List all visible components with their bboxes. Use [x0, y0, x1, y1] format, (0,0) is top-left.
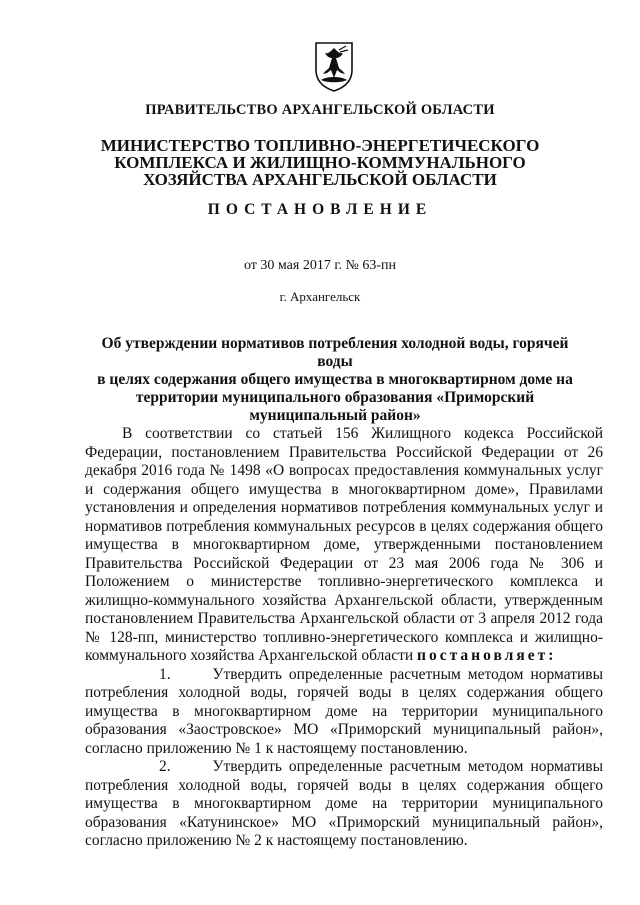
subject-line: муниципальный район»	[249, 407, 421, 424]
subject-line: в целях содержания общего имущества в многоквартирном доме на	[97, 371, 573, 388]
document-date-number: от 30 мая 2017 г. № 63-пн	[243, 258, 397, 273]
document-body	[85, 425, 603, 851]
item-text: Утвердить определенные расчетным методом нормативы потребления холодной воды, горячей воды в целях содержания общего имущества в многоквартирном доме на территории муниципального образования «Катунинское» МО «Приморский муниципальный район», согласно приложению № 2 к настоящему постановлению.	[85, 758, 604, 849]
item-number: 1.	[159, 665, 171, 683]
ministry-title	[0, 137, 640, 188]
preamble-text: В соответствии со статьей 156 Жилищного кодекса Российской Федерации, постановлением Правительства Российской Федерации от 26 декабря 2016 года № 1498 «О вопросах предоставления коммунальных услуг и содержания общего имущества в многоквартирном доме», Правилами установления и определения нормативов потребления коммунальных услуг и нормативов потребления коммунальных ресурсов в целях содержания общего имущества в многоквартирном доме, утвержденными постановлением Правительства Российской Федерации от 23 мая 2006 года № 306 и Положением о министерстве топливно-энергетического комплекса и жилищно-коммунального хозяйства Архангельской области, утвержденным постановлением Правительства Архангельской области от 3 апреля 2012 года № 128-пп, министерство топливно-энергетического комплекса и жилищно-коммунального хозяйства Архангельской области	[85, 425, 603, 664]
document-type: ПОСТАНОВЛЕНИЕ	[207, 201, 433, 218]
preamble-paragraph	[85, 425, 603, 666]
ministry-title-line: КОМПЛЕКСА И ЖИЛИЩНО-КОММУНАЛЬНОГО	[114, 153, 526, 172]
subject-line: территории муниципального образования «Приморский	[135, 389, 535, 406]
subject-line: Об утверждении нормативов потребления холодной воды, горячей воды	[101, 335, 569, 370]
decree-keyword: постановляет:	[417, 647, 557, 664]
item-number: 2.	[159, 758, 171, 775]
item-text: Утвердить определенные расчетным методом нормативы потребления холодной воды, горячей воды в целях содержания общего имущества в многоквартирном доме на территории муниципального образования «Заостровское» МО «Приморский муниципальный район», согласно приложению № 1 к настоящему постановлению.	[85, 665, 604, 757]
ministry-title-line: ХОЗЯЙСТВА АРХАНГЕЛЬСКОЙ ОБЛАСТИ	[143, 170, 497, 189]
government-title: ПРАВИТЕЛЬСТВО АРХАНГЕЛЬСКОЙ ОБЛАСТИ	[145, 102, 495, 118]
decree-item	[85, 758, 603, 851]
document-subject	[85, 335, 585, 425]
decree-item	[85, 666, 603, 759]
document-city: г. Архангельск	[279, 289, 361, 304]
coat-of-arms-emblem	[313, 40, 355, 92]
ministry-title-line: МИНИСТЕРСТВО ТОПЛИВНО-ЭНЕРГЕТИЧЕСКОГО	[100, 136, 540, 155]
